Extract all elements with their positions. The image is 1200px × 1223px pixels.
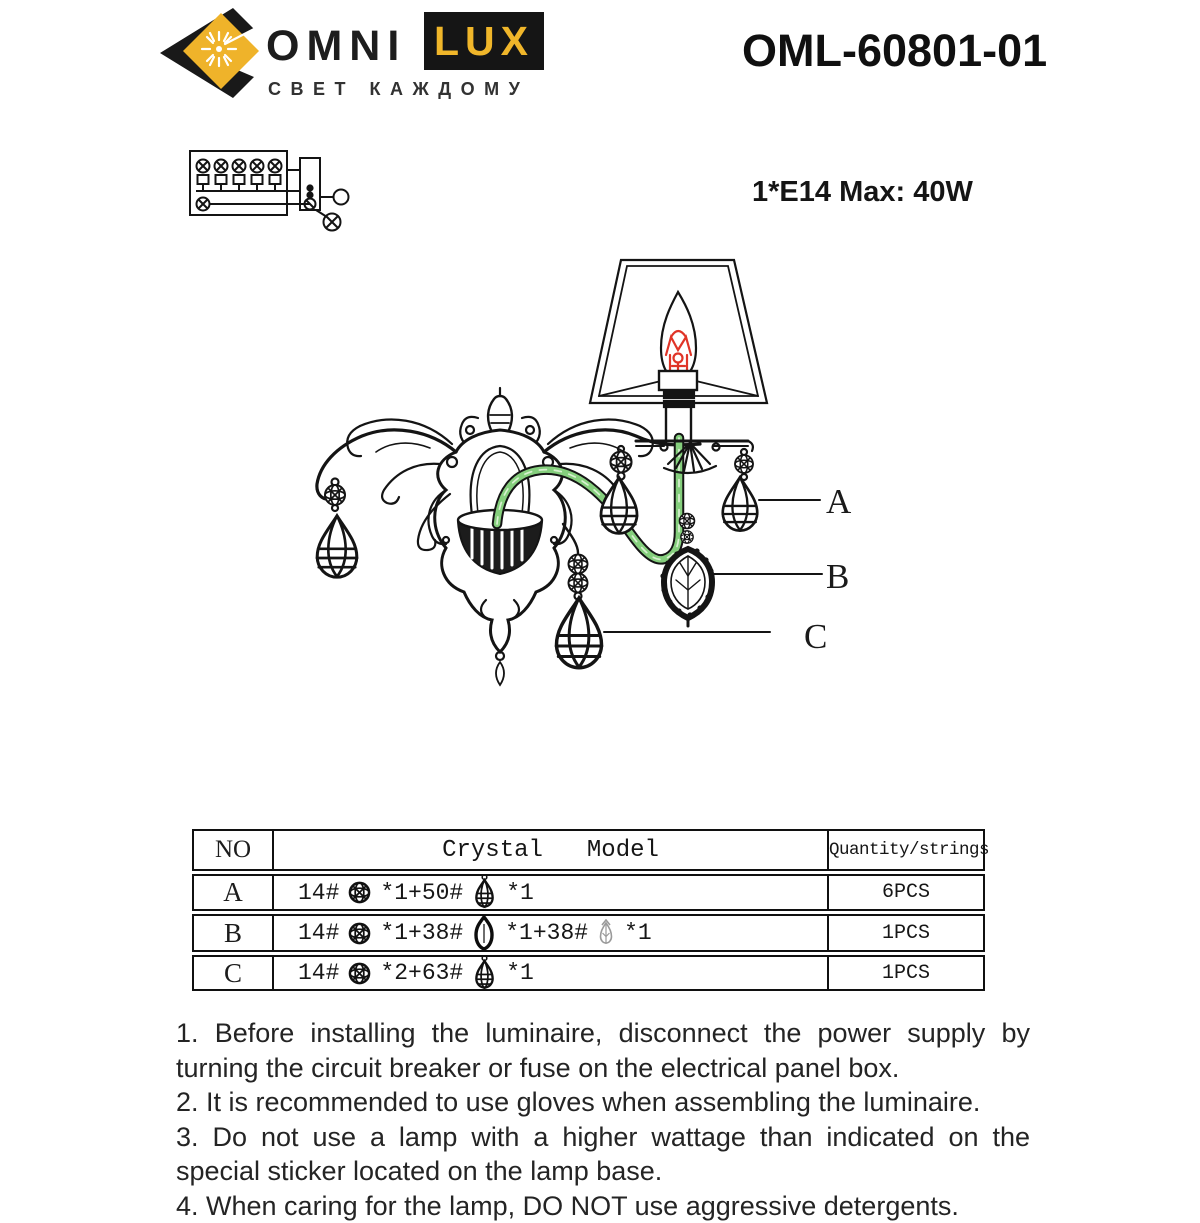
row-c-t3: *1 <box>506 960 534 986</box>
row-a-t1: 14# <box>298 880 339 906</box>
callout-label-b: B <box>826 557 849 596</box>
row-c-no: C <box>194 957 272 989</box>
brand-name-lux-badge <box>424 12 544 70</box>
row-c-model <box>272 957 829 989</box>
table-row-a <box>192 874 985 911</box>
crystal-parts-table <box>192 829 985 994</box>
candle-socket <box>659 371 697 443</box>
row-a-no: A <box>194 876 272 909</box>
safety-instructions <box>176 1016 1030 1223</box>
row-a-t3: *1 <box>506 880 534 906</box>
sconce-drawing <box>317 260 822 685</box>
brand-name-lux: LUX <box>434 18 534 65</box>
crystal-drop-left <box>317 479 357 578</box>
row-b-qty: 1PCS <box>829 916 983 950</box>
col-header-crystal: Crystal <box>442 837 543 864</box>
faceted-ball-icon <box>348 962 371 985</box>
wiring-diagram <box>190 151 349 231</box>
crystal-pendalogue-b <box>660 514 714 627</box>
col-header-crystal-model <box>272 831 829 869</box>
row-c-t2: *2+63# <box>380 960 463 986</box>
row-b-model <box>272 916 829 950</box>
crystal-drop-c <box>556 555 602 668</box>
teardrop-crystal-icon <box>472 874 497 911</box>
pendalogue-crystal-icon <box>472 915 496 951</box>
instruction-item-2: 2. It is recommended to use gloves when assembling the luminaire. <box>176 1085 1030 1120</box>
row-a-model <box>272 876 829 909</box>
instruction-item-4: 4. When caring for the lamp, DO NOT use aggressive detergents. <box>176 1189 1030 1223</box>
row-b-t2: *1+38# <box>380 920 463 946</box>
row-b-t3: *1+38# <box>505 920 588 946</box>
row-a-qty: 6PCS <box>829 876 983 909</box>
table-row-c <box>192 955 985 991</box>
brand-name-omni: OMNI <box>266 22 406 71</box>
faceted-ball-icon <box>348 881 371 904</box>
col-header-quantity: Quantity/strings <box>829 831 989 869</box>
row-b-t1: 14# <box>298 920 339 946</box>
callout-label-a: A <box>826 482 852 521</box>
instruction-item-1: 1. Before installing the luminaire, disconnect the power supply by turning the circuit breaker or fuse on the electrical panel box. <box>176 1016 1030 1085</box>
callout-label-c: C <box>804 617 827 656</box>
table-row-b <box>192 914 985 952</box>
table-header-row <box>192 829 985 871</box>
teardrop-crystal-icon <box>472 955 497 992</box>
small-drop-icon <box>597 919 615 947</box>
crystal-drop-middle <box>601 446 637 533</box>
col-header-no: NO <box>194 831 272 869</box>
model-number: OML-60801-01 <box>742 25 1047 77</box>
brand-logo-mark <box>160 8 259 98</box>
instruction-item-3: 3. Do not use a lamp with a higher wattage than indicated on the special sticker located on the lamp base. <box>176 1120 1030 1189</box>
faceted-ball-icon <box>348 922 371 945</box>
lamp-spec: 1*E14 Max: 40W <box>752 176 973 209</box>
row-a-t2: *1+50# <box>380 880 463 906</box>
row-b-no: B <box>194 916 272 950</box>
brand-tagline: СВЕТ КАЖДОМУ <box>268 79 529 100</box>
row-c-t1: 14# <box>298 960 339 986</box>
row-b-t4: *1 <box>624 920 652 946</box>
crystal-drop-a <box>723 449 758 531</box>
col-header-model: Model <box>587 837 659 864</box>
row-c-qty: 1PCS <box>829 957 983 989</box>
